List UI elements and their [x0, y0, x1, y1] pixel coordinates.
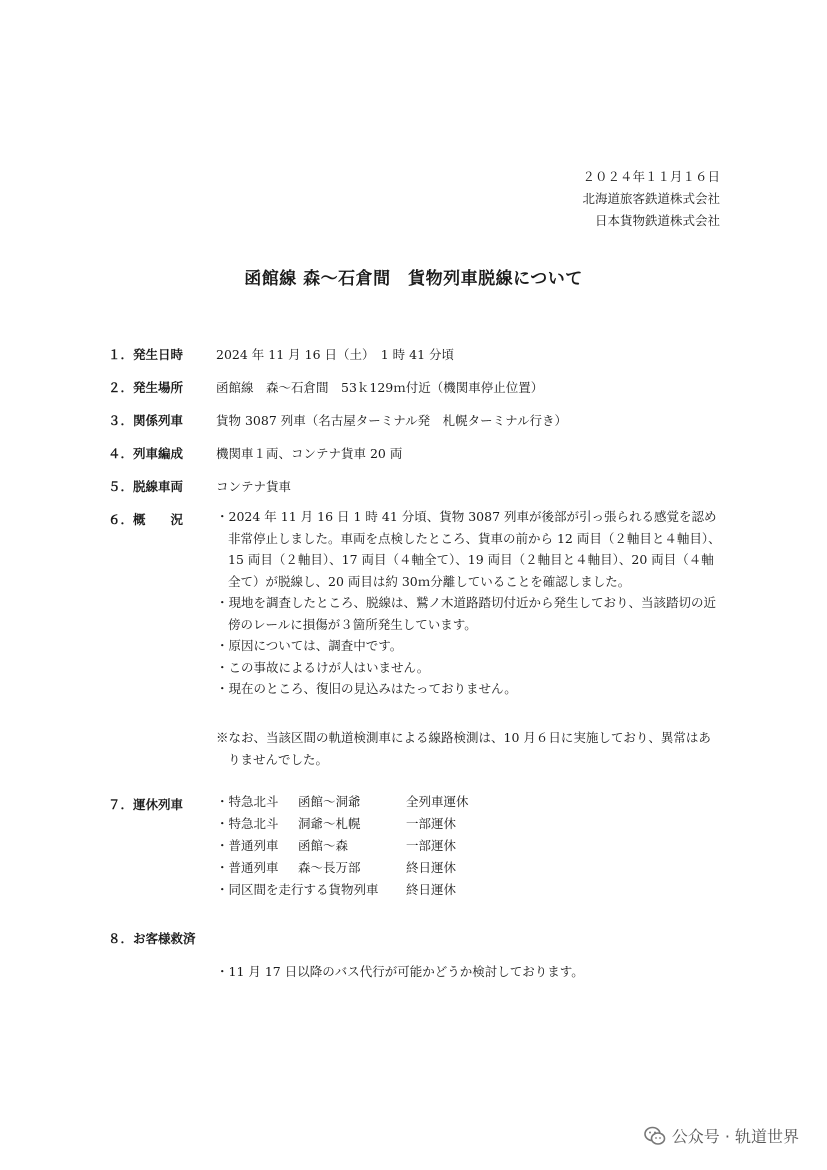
- suspended-trains-table: [216, 791, 469, 901]
- watermark-text: 公众号 · 轨道世界: [671, 1127, 799, 1146]
- section-1-value: 2024 年 11 月 16 日（土） 1 時 41 分頃: [216, 347, 455, 362]
- section-4-label: ４．列車編成: [108, 446, 184, 461]
- table-row: [216, 857, 469, 879]
- inspection-note: ※なお、当該区間の軌道検測車による線路検測は、10 月６日に実施しており、異常はありませんでした。: [216, 730, 711, 767]
- document-title: 函館線 森～石倉間 貨物列車脱線について: [244, 269, 583, 289]
- train-type: ・特急北斗: [216, 816, 279, 831]
- section-5-label: ５．脱線車両: [108, 479, 184, 494]
- section-5-value: コンテナ貨車: [216, 479, 292, 494]
- section-7-label: ７．運休列車: [108, 797, 184, 812]
- overview-bullet: ・現地を調査したところ、脱線は、鷲ノ木道路踏切付近から発生しており、当該踏切の近傍のレールに損傷が３箇所発生しています。: [216, 595, 717, 632]
- overview-bullet: ・原因については、調査中です。: [216, 638, 403, 653]
- train-type: ・普通列車: [216, 838, 279, 853]
- section-6-label: ６．概 況: [108, 512, 184, 527]
- section-4-value: 機関車１両、コンテナ貨車 20 両: [216, 446, 403, 461]
- train-section: 洞爺～札幌: [298, 816, 361, 831]
- overview-bullet: ・2024 年 11 月 16 日 1 時 41 分頃、貨物 3087 列車が後部が引っ張られる感覚を認め非常停止しました。車両を点検したところ、貨車の前から 12 両目（２軸目と４軸目）、15 両目（２軸目）、17 両目（４軸全て）、19 両目（２軸目と４軸目）、20 両目（４軸全て）が脱線し、20 両目は約 30ｍ分離していることを確認しました。: [216, 509, 721, 589]
- suspension-status: 終日運休: [406, 860, 457, 875]
- table-row: [216, 879, 469, 901]
- suspension-status: 全列車運休: [406, 794, 469, 809]
- train-type: ・普通列車: [216, 860, 279, 875]
- table-row: [216, 791, 469, 813]
- company-jr-freight: 日本貨物鉄道株式会社: [594, 213, 720, 228]
- company-jr-hokkaido: 北海道旅客鉄道株式会社: [582, 191, 720, 206]
- section-1-label: １．発生日時: [108, 347, 184, 362]
- overview-bullet: ・現在のところ、復旧の見込みはたっておりません。: [216, 681, 517, 696]
- train-type: ・特急北斗: [216, 794, 279, 809]
- suspension-status: 一部運休: [406, 816, 457, 831]
- overview-bullet: ・この事故によるけが人はいません。: [216, 659, 430, 675]
- train-section: 森～長万部: [298, 860, 361, 875]
- section-6-bullets: [216, 506, 722, 700]
- section-8-label: ８．お客様救済: [108, 931, 196, 946]
- document-header: [582, 166, 720, 232]
- issue-date: ２０２４年１１月１６日: [582, 169, 720, 184]
- train-section: 函館～森: [298, 838, 349, 853]
- section-3-value: 貨物 3087 列車（名古屋ターミナル発 札幌ターミナル行き）: [216, 413, 568, 428]
- suspension-status: 一部運休: [406, 838, 457, 853]
- suspension-status: 終日運休: [406, 882, 457, 897]
- section-8-value: ・11 月 17 日以降のバス代行が可能かどうか検討しております。: [216, 964, 584, 979]
- section-2-label: ２．発生場所: [108, 380, 184, 395]
- watermark: [644, 1124, 799, 1147]
- section-2-value: 函館線 森～石倉間 53ｋ129ｍ付近（機関車停止位置）: [216, 380, 544, 395]
- section-3-label: ３．関係列車: [108, 413, 184, 428]
- table-row: [216, 835, 469, 857]
- table-row: [216, 813, 469, 835]
- wechat-icon: [644, 1126, 666, 1146]
- train-section: 函館～洞爺: [298, 794, 361, 809]
- freight-train-text: ・同区間を走行する貨物列車: [216, 882, 379, 897]
